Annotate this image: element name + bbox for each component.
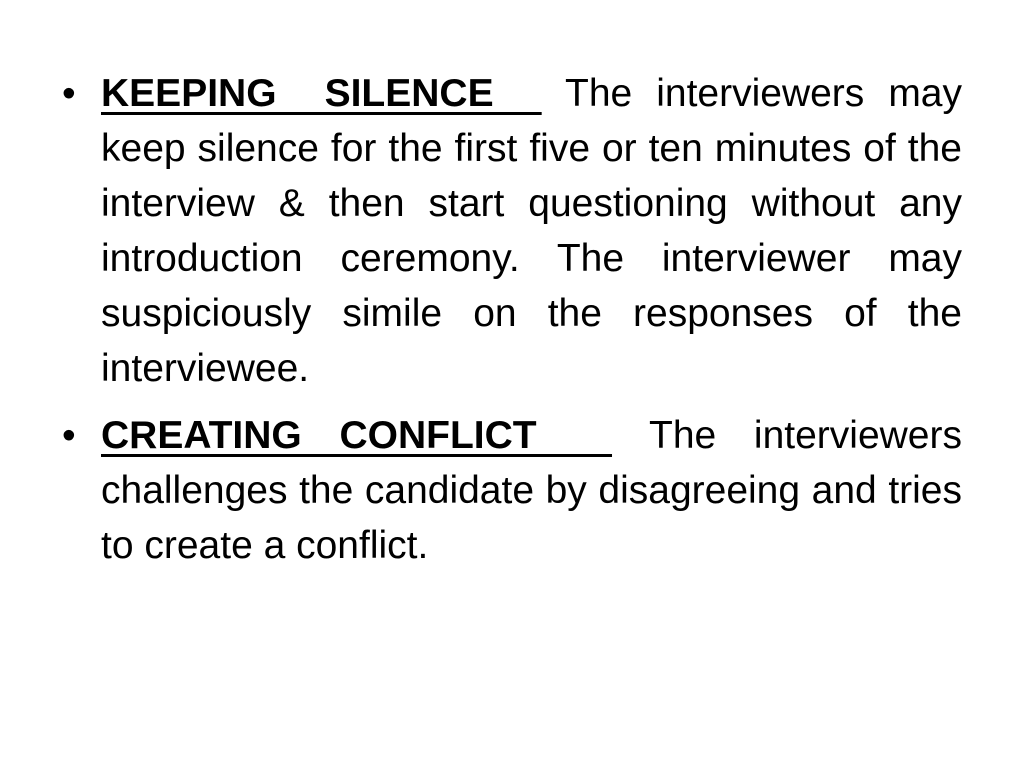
bullet-item-creating-conflict (62, 408, 962, 573)
bullet-item-keeping-silence (62, 66, 962, 396)
description-creating-conflict: The interviewers challenges the candidate by disagreeing and tries to create a conflict. (101, 414, 962, 567)
bullet-list (62, 66, 962, 585)
bullet-icon: • (62, 72, 76, 115)
term-keeping-silence: KEEPING SILENCE (101, 72, 542, 115)
description-keeping-silence: The interviewers may keep silence for the first five or ten minutes of the interview & then start questioning without any introduction ceremony. The interviewer may suspiciously simile on the responses of the interviewee. (101, 72, 962, 390)
bullet-icon: • (62, 414, 76, 457)
term-creating-conflict: CREATING CONFLICT (101, 414, 613, 457)
